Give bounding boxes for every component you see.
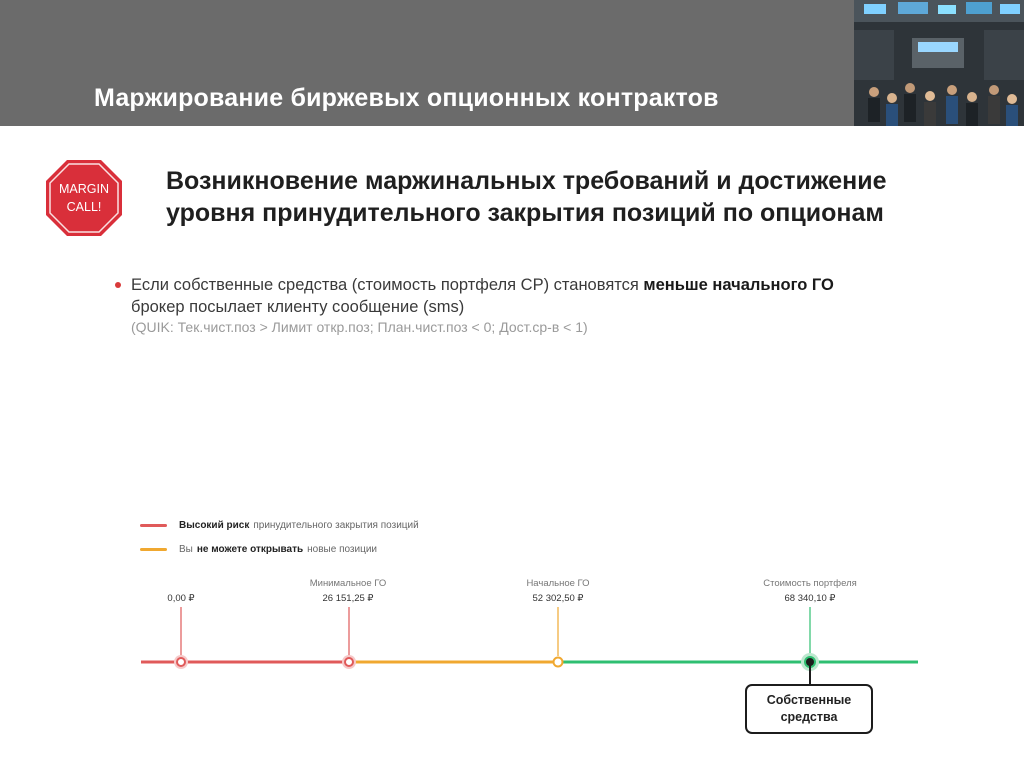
own-funds-line-1: Собственные [766,693,852,707]
zero-marker [177,658,185,666]
slide-heading-line-1: Возникновение маржинальных требований и достижение [166,167,887,195]
scale-initial-go-value: 52 302,50 ₽ [532,593,584,604]
legend-cannot-open-bold: не можете открывать [196,543,304,555]
own-funds-callout [745,684,873,734]
scale-initial-go-label: Начальное ГО [526,578,590,589]
badge-line-2: CALL! [66,200,102,214]
initial-go-marker [554,658,563,667]
margin-call-badge [44,158,124,238]
bullet-text [131,274,951,318]
scale-portfolio-value: 68 340,10 ₽ [784,593,836,604]
bullet-text-bold: меньше начального ГО [643,276,834,294]
stop-sign-icon [44,158,124,238]
legend-red-swatch [140,524,167,527]
portfolio-marker-halo [801,653,819,671]
min-go-marker-halo [342,655,356,669]
bullet-text-end: брокер посылает клиенту сообщение (sms) [131,298,465,316]
scale-min-go-value: 26 151,25 ₽ [322,593,374,604]
trading-floor-image [854,0,1024,126]
legend-high-risk-text: принудительного закрытия позиций [253,519,419,531]
scale-min-go-label: Минимальное ГО [309,578,387,589]
legend-cannot-open-text: новые позиции [307,543,377,555]
badge-line-1: MARGIN [59,182,109,196]
slide-section-title: Маржирование биржевых опционных контрактов [94,84,719,112]
legend-high-risk-bold: Высокий риск [179,519,250,531]
quik-condition-note: (QUIK: Тек.чист.поз > Лимит откр.поз; План.чист.поз < 0; Дост.ср-в < 1) [131,319,588,335]
legend-orange-swatch [140,548,167,551]
portfolio-marker [805,657,815,667]
legend-high-risk [140,517,419,533]
own-funds-line-2: средства [780,710,838,724]
stock-exchange-photo [854,0,1024,126]
header-bar [0,0,1024,126]
min-go-marker [345,658,353,666]
scale-zero-value: 0,00 ₽ [167,593,195,604]
legend-cannot-open [140,541,377,557]
slide-heading-line-2: уровня принудительного закрытия позиций по опционам [166,199,884,227]
legend-cannot-open-prefix: Вы [179,543,193,555]
bullet-point-icon [115,282,121,288]
slide-heading [166,165,966,229]
scale-portfolio-label: Стоимость портфеля [763,578,857,589]
zero-marker-halo [174,655,188,669]
bullet-text-start: Если собственные средства (стоимость портфеля СР) становятся [131,276,644,294]
